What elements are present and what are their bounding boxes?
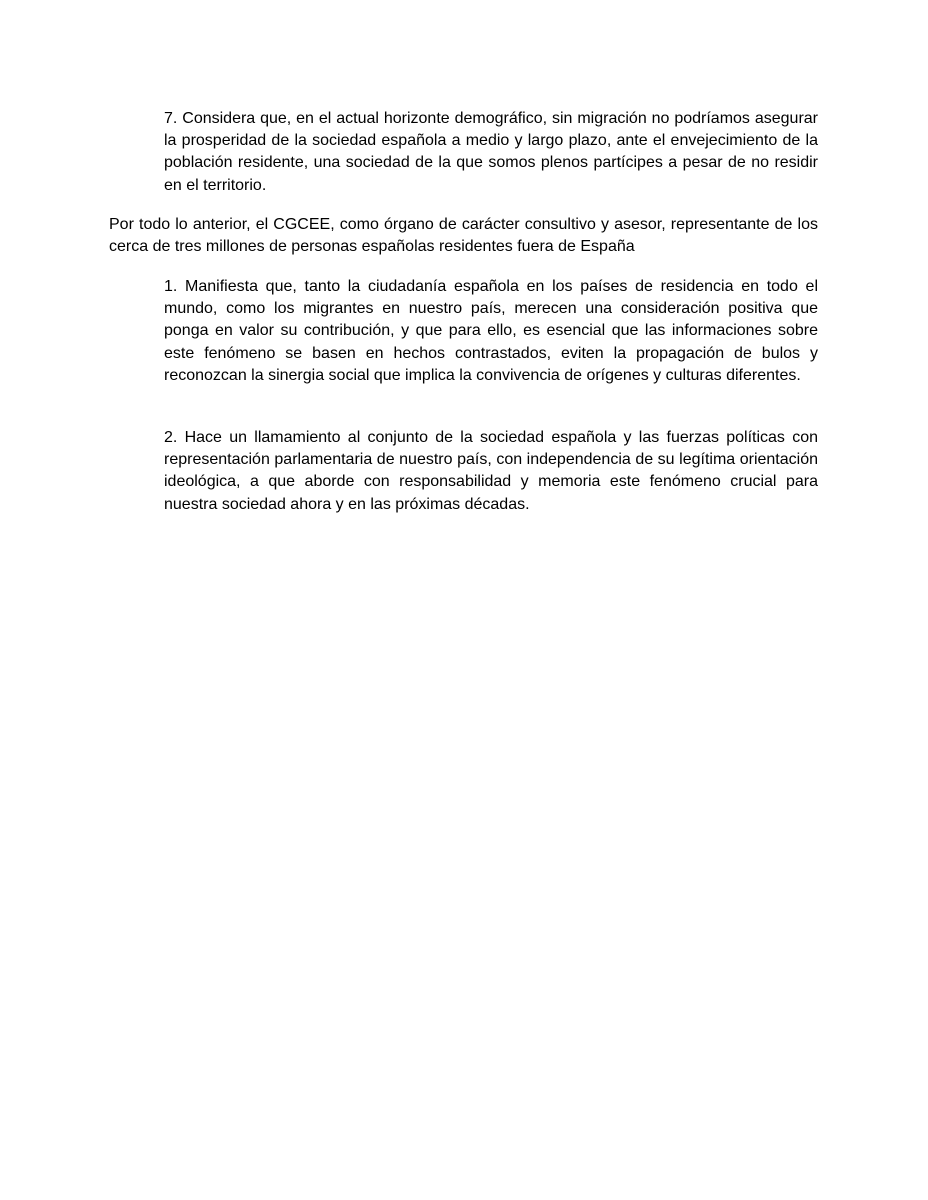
paragraph-item-7: 7. Considera que, en el actual horizonte demográfico, sin migración no podríamos asegurar la prosperidad de la sociedad española a medio y largo plazo, ante el envejecimiento de la población residente, una sociedad de la que somos plenos partícipes a pesar de no residir en el territorio. bbox=[164, 110, 818, 194]
paragraph-item-2: 2. Hace un llamamiento al conjunto de la sociedad española y las fuerzas políticas con representación parlamentaria de nuestro país, con independencia de su legítima orientación ideológica, a que aborde con responsabilidad y memoria este fenómeno crucial para nuestra sociedad ahora y en las próximas décadas. bbox=[164, 429, 818, 513]
paragraph-intro: Por todo lo anterior, el CGCEE, como órgano de carácter consultivo y asesor, representante de los cerca de tres millones de personas españolas residentes fuera de España bbox=[109, 216, 818, 256]
paragraph-item-1: 1. Manifiesta que, tanto la ciudadanía española en los países de residencia en todo el mundo, como los migrantes en nuestro país, merecen una consideración positiva que ponga en valor su contribución, y que para ello, es esencial que las informaciones sobre este fenómeno se basen en hechos contrastados, eviten la propagación de bulos y reconozcan la sinergia social que implica la convivencia de orígenes y culturas diferentes. bbox=[164, 278, 818, 384]
